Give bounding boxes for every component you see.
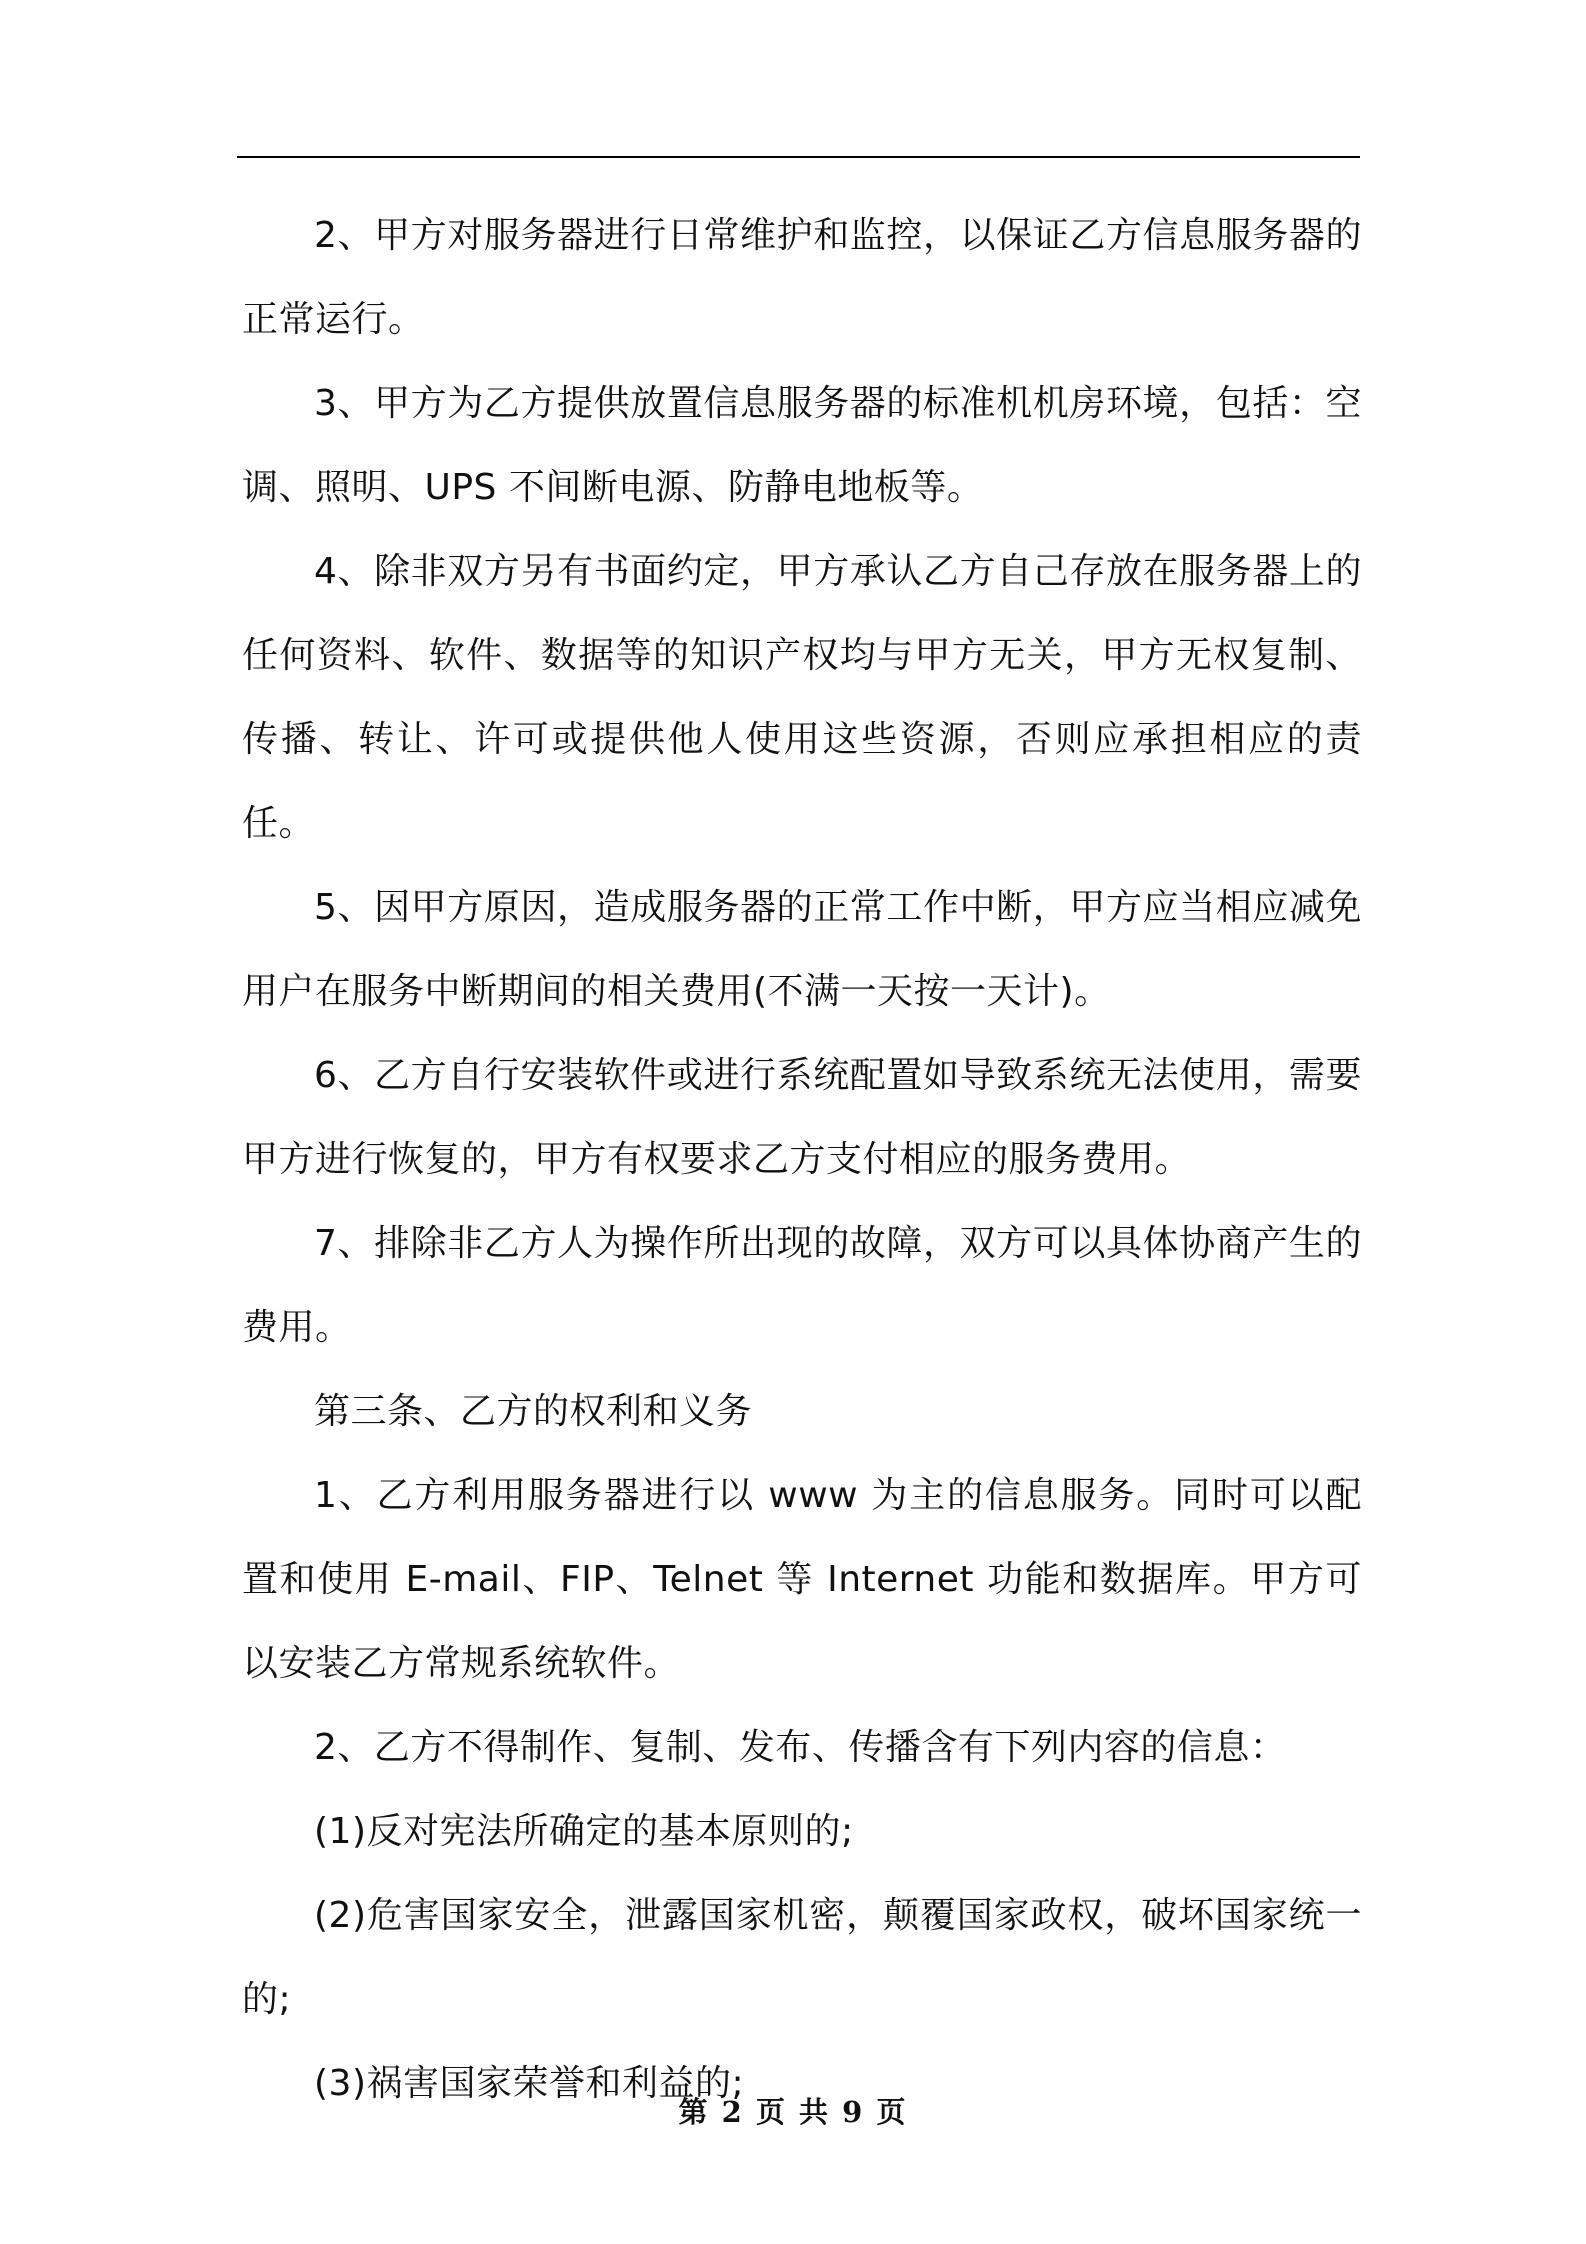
list-item-2: (2)危害国家安全，泄露国家机密，颠覆国家政权，破坏国家统一的; bbox=[242, 1895, 1362, 2020]
paragraph-clause-3: 3、甲方为乙方提供放置信息服务器的标准机机房环境，包括：空调、照明、UPS 不间断电源、防静电地板等。 bbox=[242, 383, 1362, 508]
paragraph-clause-5: 5、因甲方原因，造成服务器的正常工作中断，甲方应当相应减免用户在服务中断期间的相关费用(不满一天按一天计)。 bbox=[242, 887, 1362, 1012]
current-page-number: 2 bbox=[721, 2095, 744, 2129]
footer-suffix: 页 bbox=[876, 2095, 908, 2129]
paragraph-clause-6: 6、乙方自行安装软件或进行系统配置如导致系统无法使用，需要甲方进行恢复的，甲方有权要求乙方支付相应的服务费用。 bbox=[242, 1055, 1362, 1180]
total-pages-number: 9 bbox=[842, 2095, 865, 2129]
document-body bbox=[242, 194, 1362, 2126]
paragraph-clause-4: 4、除非双方另有书面约定，甲方承认乙方自己存放在服务器上的任何资料、软件、数据等的知识产权均与甲方无关，甲方无权复制、传播、转让、许可或提供他人使用这些资源，否则应承担相应的责任。 bbox=[242, 551, 1362, 844]
footer-middle: 页 共 bbox=[755, 2095, 831, 2129]
list-item-3: (3)祸害国家荣誉和利益的; bbox=[314, 2063, 745, 2104]
paragraph-clause-2: 2、甲方对服务器进行日常维护和监控，以保证乙方信息服务器的正常运行。 bbox=[242, 215, 1362, 340]
paragraph-clause-7: 7、排除非乙方人为操作所出现的故障，双方可以具体协商产生的费用。 bbox=[242, 1223, 1362, 1348]
paragraph-party-b-2: 2、乙方不得制作、复制、发布、传播含有下列内容的信息： bbox=[314, 1727, 1287, 1768]
page-footer bbox=[0, 2090, 1586, 2131]
list-item-1: (1)反对宪法所确定的基本原则的; bbox=[314, 1811, 854, 1852]
footer-prefix: 第 bbox=[678, 2095, 710, 2129]
header-rule bbox=[237, 156, 1360, 158]
section-heading-article-3: 第三条、乙方的权利和义务 bbox=[314, 1391, 753, 1432]
paragraph-party-b-1: 1、乙方利用服务器进行以 www 为主的信息服务。同时可以配置和使用 E-mail、FIP、Telnet 等 Internet 功能和数据库。甲方可以安装乙方常规系统软件。 bbox=[242, 1475, 1362, 1684]
